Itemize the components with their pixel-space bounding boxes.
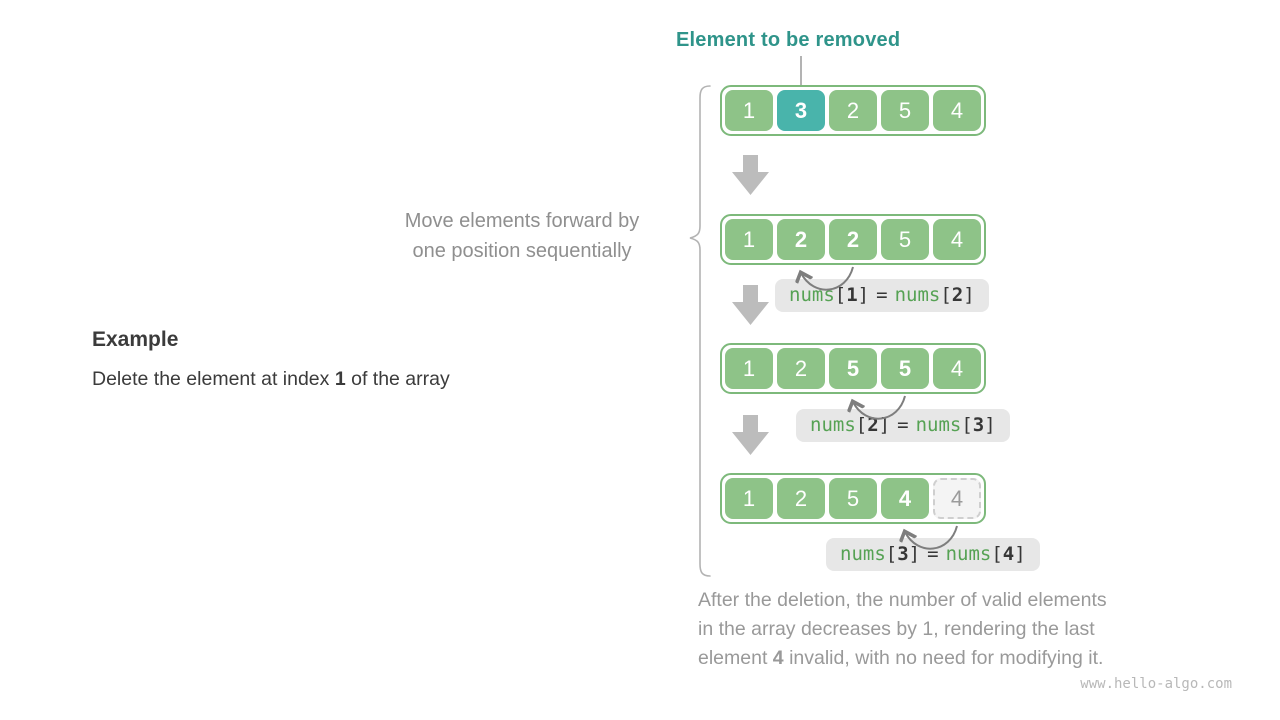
code-text: 2 (867, 414, 879, 436)
code-text: ] (857, 284, 870, 306)
code-text: = (927, 543, 939, 565)
array-cell: 2 (777, 478, 825, 519)
array-cell-invalid: 4 (933, 478, 981, 519)
text-segment: 4 (772, 647, 784, 669)
example-body (92, 368, 450, 391)
code-text: = (897, 414, 909, 436)
code-text: = (876, 284, 888, 306)
example-heading: Example (92, 328, 179, 351)
deletion-footnote (698, 586, 1107, 673)
down-arrow-icon (732, 285, 769, 325)
code-text: [ (885, 543, 898, 565)
array-row (720, 85, 986, 136)
footnote-line2 (698, 615, 1107, 644)
code-identifier: nums (810, 414, 856, 436)
code-text: ] (963, 284, 975, 306)
text-segment: 1 (334, 368, 346, 390)
footnote-line3 (698, 644, 1107, 673)
array-row (720, 343, 986, 394)
code-text: 3 (972, 414, 985, 436)
text-segment: element (698, 647, 773, 669)
copy-arc-arrow (831, 393, 927, 435)
array-row (720, 214, 986, 265)
code-text: ] (878, 414, 891, 436)
code-text: [ (940, 284, 952, 306)
array-cell: 2 (777, 219, 825, 260)
array-cell: 2 (829, 90, 877, 131)
copy-arc-arrow (779, 264, 875, 306)
code-identifier: nums (915, 414, 962, 436)
move-note-line2: one position sequentially (412, 240, 632, 262)
code-text: [ (961, 414, 973, 436)
code-identifier: nums (945, 543, 992, 565)
array-row (720, 473, 986, 524)
array-cell: 5 (829, 478, 877, 519)
copy-arc-arrow (883, 523, 979, 565)
array-cell: 2 (777, 348, 825, 389)
text-segment: of the array (345, 368, 450, 390)
element-to-remove-label: Element to be removed (676, 29, 901, 51)
array-cell: 1 (725, 90, 773, 131)
array-cell: 4 (933, 219, 981, 260)
code-text: [ (834, 284, 847, 306)
code-text: [ (855, 414, 868, 436)
footnote-line1 (698, 586, 1107, 615)
array-cell: 4 (933, 348, 981, 389)
text-segment: Delete the element at index (92, 368, 335, 390)
array-cell: 5 (881, 348, 929, 389)
array-cell: 4 (881, 478, 929, 519)
array-cell: 5 (881, 90, 929, 131)
code-text: 2 (951, 284, 964, 306)
text-segment: After the deletion, the number of valid elements (698, 589, 1107, 611)
array-cell: 1 (725, 348, 773, 389)
move-note (372, 206, 672, 266)
code-text: ] (984, 414, 996, 436)
array-cell: 1 (725, 478, 773, 519)
code-identifier: nums (840, 543, 886, 565)
move-note-line1: Move elements forward by (404, 210, 640, 232)
code-text: 1 (846, 284, 858, 306)
text-segment: in the array decreases by 1, rendering the last (698, 618, 1095, 640)
array-cell-removed: 3 (777, 90, 825, 131)
code-identifier: nums (789, 284, 835, 306)
down-arrow-icon (732, 155, 769, 195)
code-text: ] (1014, 543, 1026, 565)
array-cell: 4 (933, 90, 981, 131)
code-text: ] (908, 543, 921, 565)
array-cell: 1 (725, 219, 773, 260)
code-text: 3 (897, 543, 909, 565)
watermark: www.hello-algo.com (1080, 676, 1232, 692)
code-identifier: nums (894, 284, 941, 306)
code-text: 4 (1002, 543, 1015, 565)
array-cell: 5 (881, 219, 929, 260)
array-cell: 5 (829, 348, 877, 389)
text-segment: invalid, with no need for modifying it. (783, 647, 1104, 669)
down-arrow-icon (732, 415, 769, 455)
brace-bracket (686, 84, 712, 578)
code-text: [ (991, 543, 1003, 565)
pointer-line (800, 56, 802, 87)
array-cell: 2 (829, 219, 877, 260)
